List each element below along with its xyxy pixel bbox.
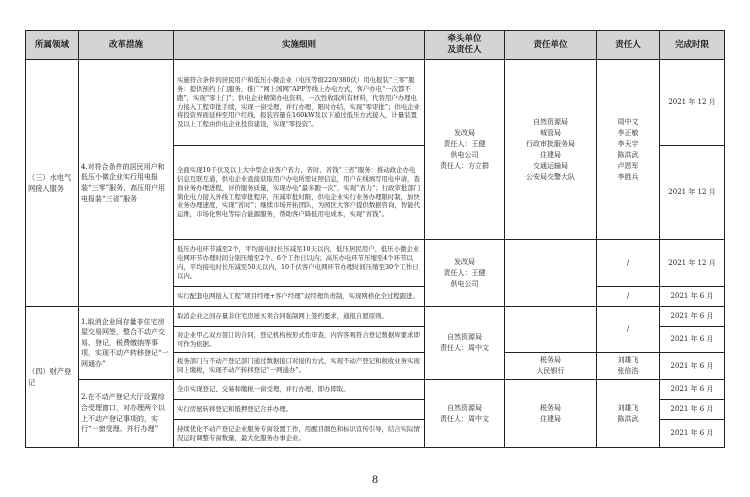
date-cell: 2021 年 6 月 <box>660 380 725 400</box>
header-measure: 改革措施 <box>79 31 174 60</box>
detail-cell: 全面实现10千伏及以上大中型企业客户省力、省时、省钱“三省”服务：推动政企办电信息互联互通，供电企业直接获取用户办电所需证照信息，用户在线填写用电申请，查询业务办理进程，评价服务质量，实现办电“最多跑一次”，实现“省力”；行政审批部门简化电力接入外线工程审批程序，压减审批时限，供电企业实行业务办理限时制，加快业务办理速度，实现“省时”；继续市场开拓团队，为园区大客户提供数据咨询，智能代运维，市场化售电等综合能源服务，帮助客户降低用电成本，实现“省钱”。 <box>174 146 425 240</box>
date-cell: 2021 年 12 月 <box>660 60 725 146</box>
header-lead: 牵头单位 及责任人 <box>425 31 505 60</box>
date-cell: 2021 年 12 月 <box>660 146 725 240</box>
header-area: 所属领域 <box>26 31 79 60</box>
date-cell: 2021 年 6 月 <box>660 287 725 307</box>
header-date: 完成时限 <box>660 31 725 60</box>
lead-cell: 发改局 责任人：王健 供电公司 <box>425 240 505 307</box>
date-cell: 2021 年 6 月 <box>660 307 725 327</box>
person-cell: 刘雄飞 陈洪武 <box>597 380 660 448</box>
lead-cell: 发改局 责任人：王健 供电公司 责任人：方立群 <box>425 60 505 240</box>
detail-cell: 低压办电环节减至2个，平均接电时长压减至10天以内，低压居民用户、低压小微企业电网环节办理时间分别压缩至2个、6个工作日以内；高压办电环节压缩至4个环节以内，平均接电时长压减至50天以内，10千伏客户电网环节办理时间压缩至30个工作日以内。 <box>174 240 425 287</box>
detail-cell: 全市实现登记、交易和缴税一窗受理，并行办理，即办即取。 <box>174 380 425 400</box>
detail-cell: 税务部门与不动产登记部门通过数据接口对接的方式，实现不动产登记和税收业务实现同上缴税，实现不动产转移登记“一网通办”。 <box>174 353 425 380</box>
date-cell: 2021 年 6 月 <box>660 400 725 420</box>
detail-cell: 实行配套电网接入工程“项目经理+客户经理”双经理负责制，实现网格化全过程跟进。 <box>174 287 425 307</box>
measure-cell: 2.在不动产登记大厅设置综合受理窗口，对办理两个以上不动产登记事项的，实行“一窗受理、并行办理” <box>79 380 174 448</box>
person-cell: 刘雄飞 张倍浩 <box>597 353 660 380</box>
unit-cell <box>505 240 597 307</box>
date-cell: 2021 年 12 月 <box>660 240 725 287</box>
date-cell: 2021 年 6 月 <box>660 327 725 353</box>
unit-cell: 税务局 住建局 <box>505 380 597 448</box>
header-person: 责任人 <box>597 31 660 60</box>
date-cell: 2021 年 6 月 <box>660 353 725 380</box>
page-number: 8 <box>371 475 379 486</box>
table-row <box>26 60 725 146</box>
detail-cell: 持续优化不动产登记企业服务专窗设置工作，用醒目颜色和标识宣传引导，结合实际情况运时调整专窗数量，最大化服务办事企业。 <box>174 420 425 448</box>
person-cell: / <box>597 240 660 287</box>
date-cell: 2021 年 6 月 <box>660 420 725 448</box>
header-unit: 责任单位 <box>505 31 597 60</box>
header-detail: 实施细则 <box>174 31 425 60</box>
area-cell: （三）水电气网接入服务 <box>26 60 79 307</box>
area-cell: （四）财产登记 <box>26 307 79 448</box>
detail-cell: 实行房屋转移登记和抵押登记合并办理。 <box>174 400 425 420</box>
measure-cell: 4.对符合条件的居民用户和低压小微企业实行用电报装“三零”服务，高压用户用电报装“三省”服务 <box>79 60 174 307</box>
reform-measures-table <box>25 30 725 448</box>
unit-cell <box>505 307 597 353</box>
table-row <box>26 307 725 327</box>
detail-cell: 实施符合条件的居民用户和低压小微企业（电压等级220/380伏）用电报装“三零”服务：提供预约上门服务，推广“网上国网”APP等线上办电方式，客户办电“一次都不跑”，实现“零上门”；供电企业精简办电资料，一次性收取所有材料，代替用户办理电力接入工程审批手续，实现一窗受理，并行办理，限时办结，实现“零审批”；供电企业将投资界面延伸至用户红线，报装容量在160kW及以下通过低压方式接入，计量装置及以上工程由供电企业投资建设，实现“零投资”。 <box>174 60 425 146</box>
detail-cell: 对企业甲乙双方签订的合同，登记机构按形式性审查，内容客观符合登记数据库要求即可作为依据。 <box>174 327 425 353</box>
person-cell: / <box>597 307 660 353</box>
detail-cell: 取消企业之间存量非住宅房屋买卖合同强制网上签约要求，通报自愿原则。 <box>174 307 425 327</box>
person-cell: 周中文 李正敏 李天宇 陈洪武 卢恩军 李胜兵 <box>597 60 660 240</box>
table-row <box>26 380 725 400</box>
lead-cell: 自然资源局 责任人：周中文 <box>425 307 505 380</box>
table-header-row <box>26 31 725 60</box>
person-cell: / <box>597 287 660 307</box>
measure-cell: 1.取消企业间存量非住宅房屋交易网签，整合不动产交易、登记，税费缴纳等事项，实现不动产转移登记“一网通办” <box>79 307 174 380</box>
unit-cell: 自然资源局 城管局 行政审批服务局 住建局 交通运输局 公安局交警大队 <box>505 60 597 240</box>
unit-cell: 税务局 人民银行 <box>505 353 597 380</box>
lead-cell: 自然资源局 责任人：周中文 <box>425 380 505 448</box>
